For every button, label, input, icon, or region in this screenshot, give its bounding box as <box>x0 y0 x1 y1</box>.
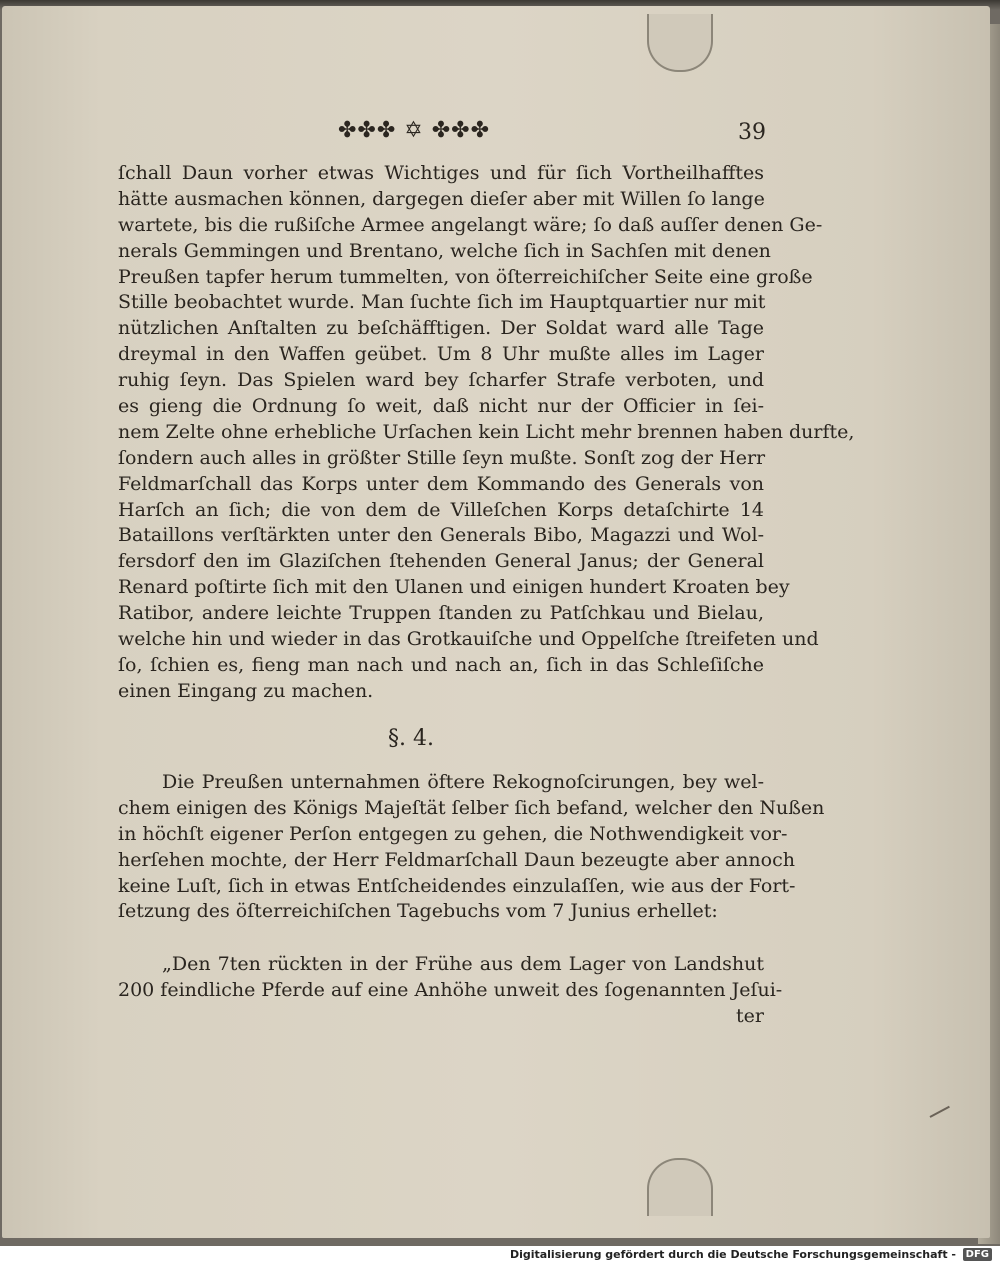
text-line: nem Zelte ohne erhebliche Urſachen kein Licht mehr brennen haben durfte, <box>118 420 855 443</box>
paragraph-1 <box>118 161 855 705</box>
text-line: herſehen mochte, der Herr Feldmarſchall Daun bezeugte aber annoch <box>118 848 795 871</box>
text-line: nerals Gemmingen und Brentano, welche ſich in Sachſen mit denen <box>118 239 771 262</box>
text-line: Ratibor, andere leichte Truppen ſtanden zu Patſchkau und Bielau, <box>118 602 764 625</box>
text-line: ſchall Daun vorher etwas Wichtiges und für ſich Vortheilhafftes <box>118 162 764 184</box>
text-line: fersdorf den im Glaziſchen ſtehenden General Janus; der General <box>118 550 764 573</box>
text-line: es gieng die Ordnung ſo weit, daß nicht nur der Officier in ſei- <box>118 395 764 418</box>
text-line: Bataillons verſtärkten unter den Generals Bibo, Magazzi und Wol- <box>118 524 764 547</box>
text-line: Feldmarſchall das Korps unter dem Kommando des Generals von <box>118 472 764 495</box>
paragraph-2 <box>118 770 825 925</box>
text-line: Renard poſtirte ſich mit den Ulanen und einigen hundert Kroaten bey <box>118 576 790 599</box>
header-ornament: ✤✤✤ ✡ ✤✤✤ <box>338 118 491 143</box>
text-line: dreymal in den Waffen geübet. Um 8 Uhr mußte alles im Lager <box>118 343 764 366</box>
text-line: Stille beobachtet wurde. Man ſuchte ſich im Hauptquartier nur mit <box>118 291 766 314</box>
text-line: ſetzung des öſterreichiſchen Tagebuchs vom 7 Junius erhellet: <box>118 900 718 923</box>
text-line: nützlichen Anſtalten zu beſchäfftigen. Der Soldat ward alle Tage <box>118 317 764 340</box>
page-number: 39 <box>738 120 766 145</box>
book-page <box>2 6 990 1238</box>
text-line: einen Eingang zu machen. <box>118 679 374 702</box>
text-line: ſondern auch alles in größter Stille ſeyn mußte. Sonſt zog der Herr <box>118 446 766 469</box>
running-header <box>102 114 778 154</box>
text-line: ruhig ſeyn. Das Spielen ward bey ſcharfer Strafe verboten, und <box>118 369 764 392</box>
text-line: welche hin und wieder in das Grotkauiſche und Oppelſche ſtreifeten und <box>118 628 819 651</box>
text-line: Harſch an ſich; die von dem de Villeſchen Korps detaſchirte 14 <box>118 498 764 521</box>
catchword: ter <box>736 1004 764 1027</box>
text-line: Die Preußen unternahmen öftere Rekognoſcirungen, bey wel- <box>162 771 764 793</box>
digitization-footer <box>0 1246 1000 1266</box>
top-clip <box>647 14 713 72</box>
section-heading: §. 4. <box>388 726 434 751</box>
bottom-clip <box>647 1158 713 1216</box>
text-line: 200 feindliche Pferde auf eine Anhöhe unweit des ſogenannten Jeſui- <box>118 978 783 1001</box>
text-line: in höchſt eigener Perſon entgegen zu gehen, die Nothwendigkeit vor- <box>118 822 788 845</box>
text-line: wartete, bis die rußiſche Armee angelangt wäre; ſo daß auſſer denen Ge- <box>118 213 823 236</box>
text-line: chem einigen des Königs Majeſtät ſelber ſich befand, welcher den Nußen <box>118 796 825 819</box>
text-line: hätte ausmachen können, dargegen dieſer aber mit Willen ſo lange <box>118 187 765 210</box>
text-line: „Den 7ten rückten in der Frühe aus dem Lager von Landshut <box>162 953 764 975</box>
text-line: keine Luſt, ſich in etwas Entſcheidendes einzulaſſen, wie aus der Fort- <box>118 874 796 897</box>
text-line: ſo, ſchien es, fieng man nach und nach an, ſich in das Schleſiſche <box>118 653 764 676</box>
pencil-mark <box>930 1106 957 1130</box>
dfg-logo-icon: DFG <box>963 1248 992 1261</box>
footer-credit: Digitalisierung gefördert durch die Deutsche Forschungsgemeinschaft - <box>509 1248 956 1261</box>
paragraph-3 <box>118 952 783 1030</box>
text-line: Preußen tapfer herum tummelten, von öſterreichiſcher Seite eine große <box>118 265 813 288</box>
